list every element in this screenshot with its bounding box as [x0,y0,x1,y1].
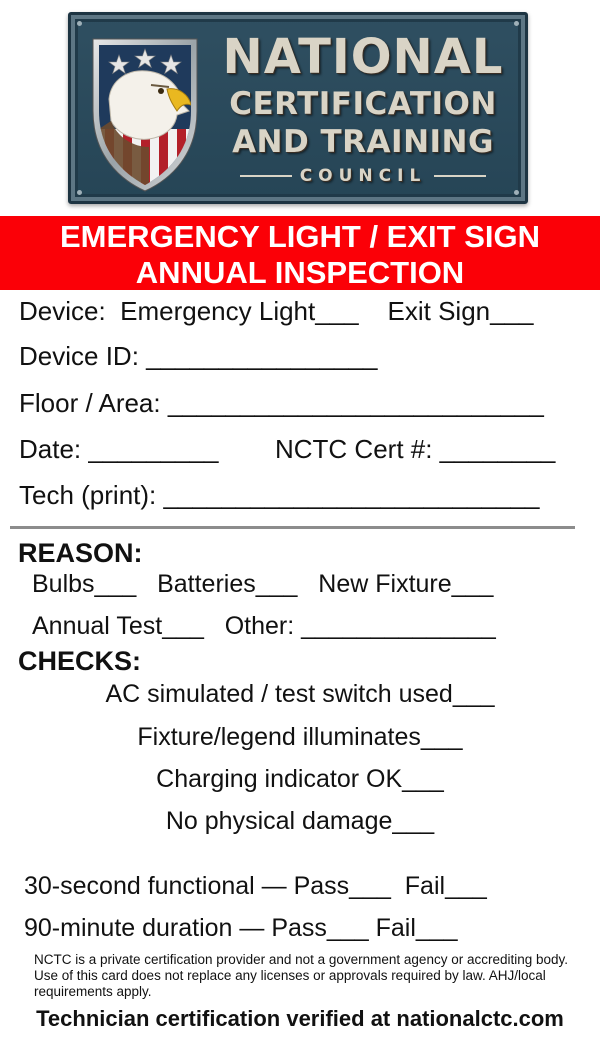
cert-number-field[interactable]: NCTC Cert #: ________ [275,434,556,464]
rivet-icon [77,190,82,195]
banner-title-line-1: EMERGENCY LIGHT / EXIT SIGN [60,219,540,254]
logo-line-2: CERTIFICATION [229,86,497,122]
check-item[interactable]: Fixture/legend illuminates___ [137,723,463,751]
reason-row-2[interactable]: Annual Test___ Other: ______________ [32,612,496,640]
check-item[interactable]: No physical damage___ [165,807,435,835]
divider [10,526,575,529]
disclaimer-text: NCTC is a private certification provider and not a government agency or accrediting body. Use of this card does not replace any licenses or approvals required by law. AHJ/local requirements apply. [34,952,569,999]
reason-heading: REASON: [18,538,143,568]
banner-title-line-2: ANNUAL INSPECTION [135,255,465,290]
checks-heading: CHECKS: [18,646,142,676]
date-field[interactable]: Date: _________ [19,434,219,464]
check-item[interactable]: AC simulated / test switch used___ [105,680,495,708]
device-field[interactable]: Device: Emergency Light___ Exit Sign___ [19,296,534,326]
test-30-second[interactable]: 30-second functional — Pass___ Fail___ [24,872,487,900]
check-item[interactable]: Charging indicator OK___ [156,765,444,793]
rivet-icon [514,190,519,195]
eagle-shield-icon [89,33,201,193]
rivet-icon [77,21,82,26]
footer-verification: Technician certification verified at nationalctc.com [36,1006,564,1031]
test-90-minute[interactable]: 90-minute duration — Pass___ Fail___ [24,914,458,942]
logo-line-4: COUNCIL [207,163,519,189]
reason-row-1[interactable]: Bulbs___ Batteries___ New Fixture___ [32,570,494,598]
logo-plate [68,12,528,204]
title-banner [0,216,600,290]
device-id-field[interactable]: Device ID: ________________ [19,341,378,371]
logo-wordmark [207,29,519,189]
floor-area-field[interactable]: Floor / Area: __________________________ [19,388,544,418]
rivet-icon [514,21,519,26]
logo-line-1: NATIONAL [222,29,504,85]
logo-line-3: AND TRAINING [232,124,494,160]
tech-print-field[interactable]: Tech (print): __________________________ [19,480,540,510]
